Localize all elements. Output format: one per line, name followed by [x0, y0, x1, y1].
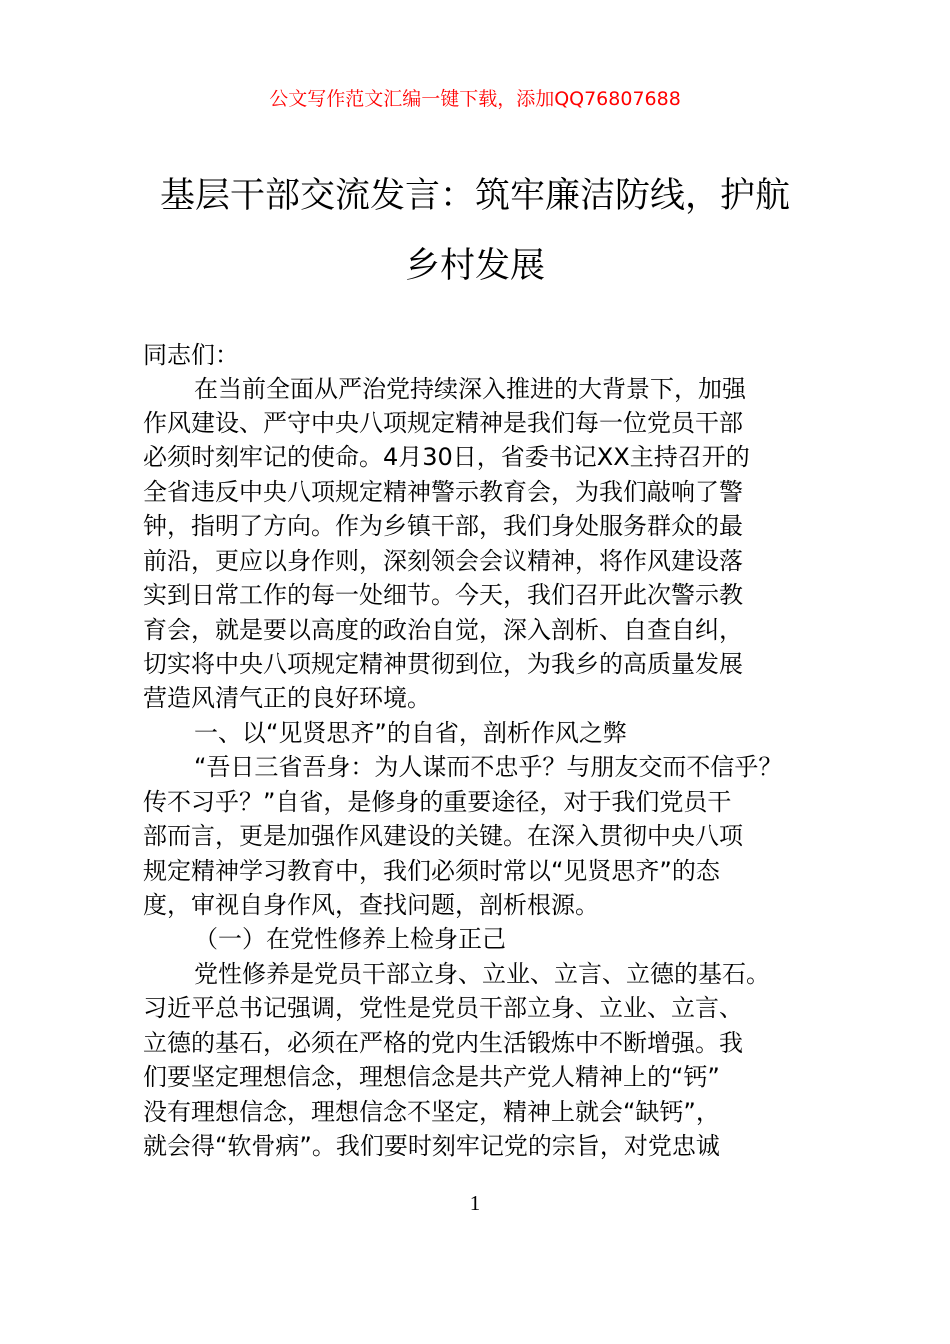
body-line: 全省违反中央八项规定精神警示教育会，为我们敲响了警 — [143, 478, 743, 506]
body-line: 就会得“软骨病”。我们要时刻牢记党的宗旨，对党忠诚 — [143, 1132, 720, 1160]
body-line: 规定精神学习教育中，我们必须时常以“见贤思齐”的态 — [143, 857, 720, 885]
page-number: 1 — [469, 1191, 481, 1215]
body-line: 度，审视自身作风，查找问题，剖析根源。 — [143, 891, 599, 919]
body-line: 党性修养是党员干部立身、立业、立言、立德的基石。 — [194, 960, 770, 988]
body-line: 传不习乎？”自省，是修身的重要途径，对于我们党员干 — [143, 788, 732, 816]
document-title-line-2: 乡村发展 — [404, 246, 545, 286]
header-banner: 公文写作范文汇编一键下载，添加QQ76807688 — [269, 88, 681, 110]
salutation: 同志们： — [143, 341, 239, 369]
section-heading: 一、以“见贤思齐”的自省，剖析作风之弊 — [194, 719, 627, 747]
body-line: 必须时刻牢记的使命。4月30日，省委书记XX主持召开的 — [143, 443, 750, 471]
body-line: 育会，就是要以高度的政治自觉，深入剖析、自查自纠， — [143, 616, 743, 644]
body-line: 作风建设、严守中央八项规定精神是我们每一位党员干部 — [143, 409, 743, 437]
body-line: 实到日常工作的每一处细节。今天，我们召开此次警示教 — [143, 581, 743, 609]
body-line: 部而言，更是加强作风建设的关键。在深入贯彻中央八项 — [143, 822, 743, 850]
body-line: 立德的基石，必须在严格的党内生活锻炼中不断增强。我 — [143, 1029, 743, 1057]
subsection-heading: （一）在党性修养上检身正己 — [194, 925, 506, 953]
body-line: 没有理想信念，理想信念不坚定，精神上就会“缺钙”， — [143, 1098, 720, 1126]
body-line: 们要坚定理想信念，理想信念是共产党人精神上的“钙” — [143, 1063, 720, 1091]
body-line: 钟，指明了方向。作为乡镇干部，我们身处服务群众的最 — [143, 512, 743, 540]
body-line: 在当前全面从严治党持续深入推进的大背景下，加强 — [194, 375, 746, 403]
document-title-line-1: 基层干部交流发言：筑牢廉洁防线，护航 — [159, 176, 790, 216]
body-line: 切实将中央八项规定精神贯彻到位，为我乡的高质量发展 — [143, 650, 743, 678]
body-line: 前沿，更应以身作则，深刻领会会议精神，将作风建设落 — [143, 547, 743, 575]
body-line: 习近平总书记强调，党性是党员干部立身、立业、立言、 — [143, 994, 743, 1022]
body-line: “吾日三省吾身：为人谋而不忠乎？与朋友交而不信乎？ — [194, 753, 783, 781]
body-line: 营造风清气正的良好环境。 — [143, 684, 431, 712]
